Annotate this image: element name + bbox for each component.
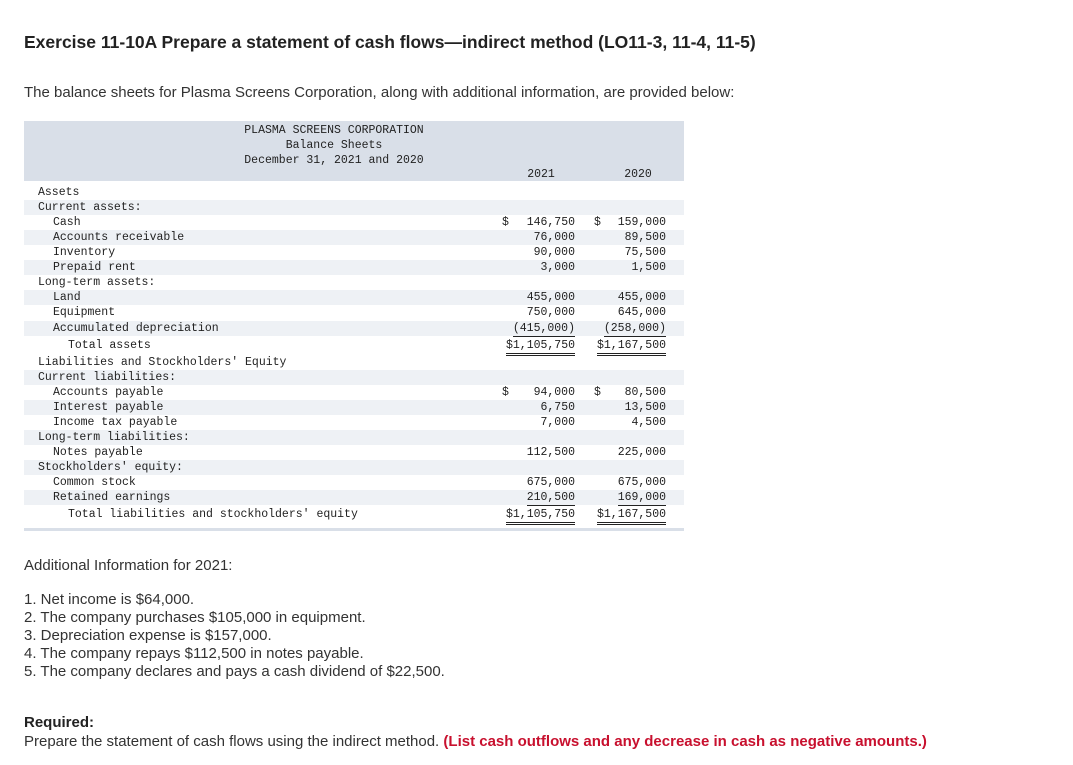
- row-label: Total assets: [68, 339, 151, 352]
- list-item: 5. The company declares and pays a cash dividend of $22,500.: [24, 663, 445, 680]
- required-note: (List cash outflows and any decrease in cash as negative amounts.): [443, 733, 927, 750]
- table-row: [24, 321, 684, 336]
- table-row: [24, 490, 684, 505]
- table-row: [24, 260, 684, 275]
- row-label: Accumulated depreciation: [53, 322, 219, 335]
- dollar-sign-2020: $: [594, 386, 601, 399]
- value-2020: 80,500: [624, 386, 666, 399]
- column-header-2021: 2021: [527, 168, 555, 181]
- value-2021: 750,000: [526, 306, 575, 319]
- list-item: 3. Depreciation expense is $157,000.: [24, 627, 272, 644]
- table-row: [24, 355, 684, 370]
- value-2021: 94,000: [533, 386, 575, 399]
- value-2020: 159,000: [617, 216, 666, 229]
- additional-info-list: [24, 591, 445, 681]
- company-name: PLASMA SCREENS CORPORATION: [244, 124, 424, 137]
- exercise-title: Exercise 11-10A Prepare a statement of cash flows—indirect method (LO11-3, 11-4, 11-5): [24, 32, 756, 52]
- required-instructions: [24, 733, 927, 750]
- intro-text: The balance sheets for Plasma Screens Corporation, along with additional information, are provided below:: [24, 84, 735, 101]
- row-label: Total liabilities and stockholders' equity: [68, 508, 358, 521]
- table-row: [24, 290, 684, 305]
- table-row: [24, 245, 684, 260]
- value-2020: (258,000): [603, 322, 666, 335]
- table-row: [24, 445, 684, 460]
- value-2020: 75,500: [624, 246, 666, 259]
- value-2021: 210,500: [526, 491, 575, 504]
- row-label: Retained earnings: [53, 491, 171, 504]
- table-row: [24, 507, 684, 522]
- table-row: [24, 275, 684, 290]
- row-label: Notes payable: [53, 446, 143, 459]
- value-2020: 4,500: [631, 416, 666, 429]
- value-2020: 1,500: [631, 261, 666, 274]
- value-2020: 675,000: [617, 476, 666, 489]
- value-2020: 13,500: [624, 401, 666, 414]
- table-row: [24, 230, 684, 245]
- row-label: Common stock: [53, 476, 136, 489]
- value-2021: (415,000): [512, 322, 575, 335]
- column-header-2020: 2020: [624, 168, 652, 181]
- row-label: Long-term liabilities:: [38, 431, 190, 444]
- value-2020: 89,500: [624, 231, 666, 244]
- table-row: [24, 475, 684, 490]
- row-label: Inventory: [53, 246, 116, 259]
- value-2021: 7,000: [540, 416, 575, 429]
- row-label: Cash: [53, 216, 81, 229]
- row-label: Accounts payable: [53, 386, 164, 399]
- list-item: 4. The company repays $112,500 in notes payable.: [24, 645, 364, 662]
- value-2020: 225,000: [617, 446, 666, 459]
- dollar-sign-2021: $: [502, 386, 509, 399]
- list-item: 1. Net income is $64,000.: [24, 591, 195, 608]
- value-2020: $1,167,500: [597, 507, 666, 525]
- table-row: [24, 400, 684, 415]
- table-row: [24, 200, 684, 215]
- table-row: [24, 415, 684, 430]
- row-label: Prepaid rent: [53, 261, 136, 274]
- row-label: Liabilities and Stockholders' Equity: [38, 356, 287, 369]
- statement-date: December 31, 2021 and 2020: [244, 154, 424, 167]
- dollar-sign-2021: $: [502, 216, 509, 229]
- required-title: Required:: [24, 714, 95, 731]
- value-2020: 645,000: [617, 306, 666, 319]
- table-row: [24, 185, 684, 200]
- balance-sheet-bottom-rule: [24, 528, 684, 531]
- value-2021: 76,000: [533, 231, 575, 244]
- dollar-sign-2020: $: [594, 216, 601, 229]
- row-label: Current liabilities:: [38, 371, 177, 384]
- value-2021: $1,105,750: [506, 507, 575, 525]
- required-text: Prepare the statement of cash flows using the indirect method.: [24, 733, 440, 750]
- row-label: Assets: [38, 186, 80, 199]
- value-2021: 455,000: [526, 291, 575, 304]
- value-2021: 112,500: [526, 446, 575, 459]
- row-label: Current assets:: [38, 201, 142, 214]
- value-2020: 455,000: [617, 291, 666, 304]
- table-row: [24, 305, 684, 320]
- value-2020: 169,000: [617, 491, 666, 504]
- value-2021: $1,105,750: [506, 338, 575, 356]
- table-row: [24, 460, 684, 475]
- row-label: Long-term assets:: [38, 276, 156, 289]
- balance-sheet-table: [24, 121, 684, 533]
- row-label: Stockholders' equity:: [38, 461, 183, 474]
- table-row: [24, 385, 684, 400]
- value-2021: 146,750: [526, 216, 575, 229]
- value-2020: $1,167,500: [597, 338, 666, 356]
- row-label: Income tax payable: [53, 416, 178, 429]
- list-item: 2. The company purchases $105,000 in equipment.: [24, 609, 366, 626]
- row-label: Accounts receivable: [53, 231, 185, 244]
- table-row: [24, 370, 684, 385]
- additional-info-title: Additional Information for 2021:: [24, 557, 233, 574]
- value-2021: 675,000: [526, 476, 575, 489]
- row-label: Equipment: [53, 306, 116, 319]
- value-2021: 6,750: [540, 401, 575, 414]
- value-2021: 90,000: [533, 246, 575, 259]
- row-label: Land: [53, 291, 81, 304]
- table-row: [24, 338, 684, 353]
- value-2021: 3,000: [540, 261, 575, 274]
- table-row: [24, 215, 684, 230]
- row-label: Interest payable: [53, 401, 164, 414]
- table-row: [24, 430, 684, 445]
- statement-name: Balance Sheets: [285, 139, 383, 152]
